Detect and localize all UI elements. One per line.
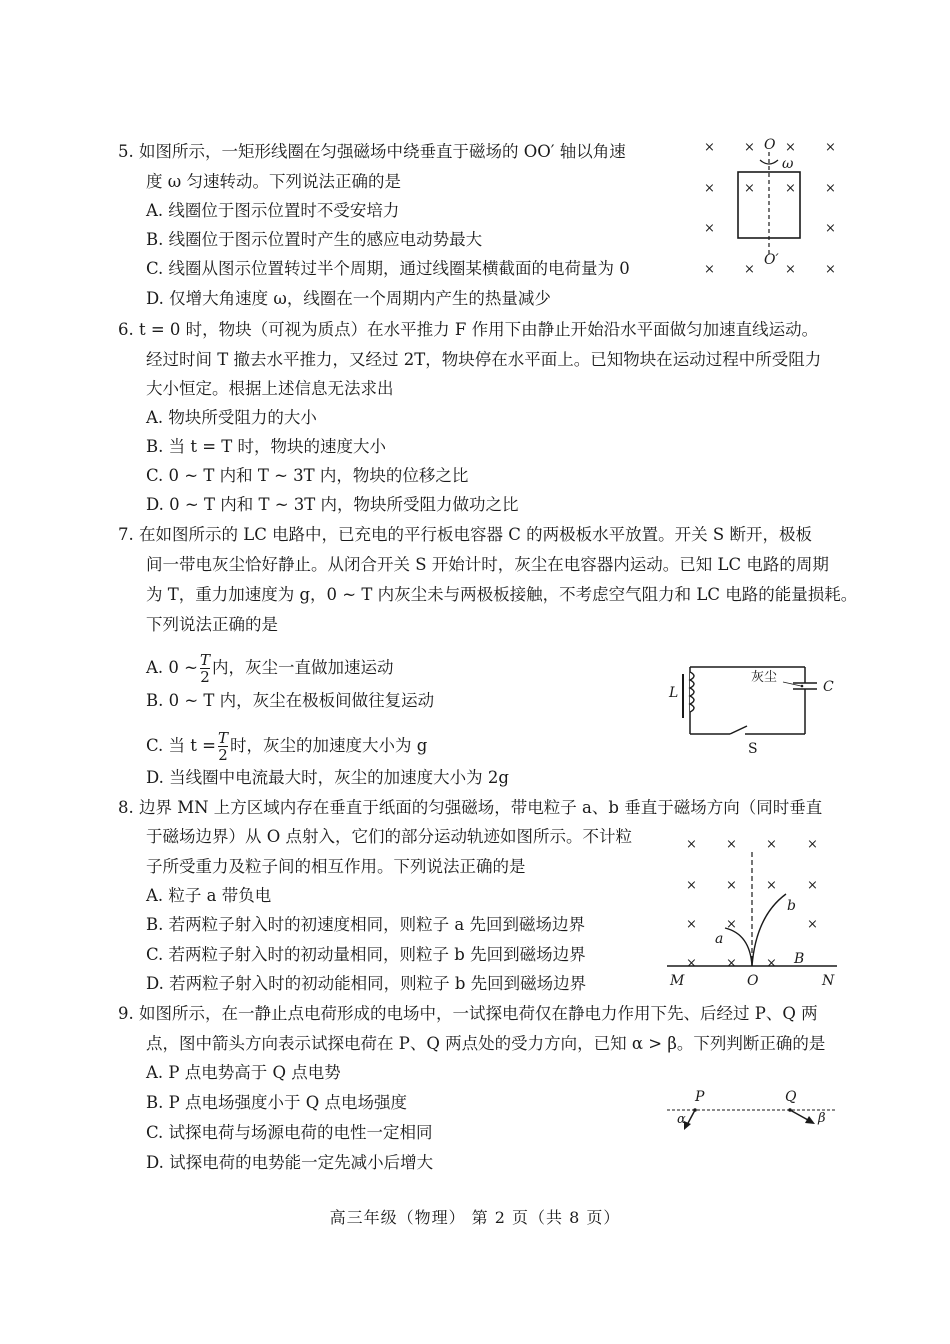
q8-stem-line1: 8. 边界 MN 上方区域内存在垂直于纸面的匀强磁场，带电粒子 a、b 垂直于磁场方向（同时垂直 [118,798,823,817]
q6-option-d: D. 0 ~ T 内和 T ~ 3T 内，物块所受阻力做功之比 [146,495,519,514]
svg-text:×: × [704,140,715,155]
q9-label-p: P [695,1089,705,1105]
q6-stem-line2: 经过时间 T 撤去水平推力，又经过 2T，物块停在水平面上。已知物块在运动过程中所受阻力 [146,350,822,369]
q7-label-c: C [823,679,834,695]
q7-lc-circuit-figure [665,662,850,762]
svg-text:×: × [807,837,818,852]
q9-stem-line2: 点，图中箭头方向表示试探电荷在 P、Q 两点处的受力方向，已知 α > β。下列判断正确的是 [146,1034,826,1053]
svg-text:×: × [807,917,818,932]
page-footer: 高三年级（物理） 第 2 页（共 8 页） [329,1208,621,1227]
q9-force-arrow-q [790,1110,808,1120]
q7-stem-line2: 间一带电灰尘恰好静止。从闭合开关 S 开始计时，灰尘在电容器内运动。已知 LC 电路的周期 [146,555,829,574]
q7-stem-line1: 7. 在如图所示的 LC 电路中，已充电的平行板电容器 C 的两极板水平放置。开关 S 断开，极板 [118,525,812,544]
q6-option-a: A. 物块所受阻力的大小 [146,408,317,427]
q7-option-c [146,730,427,763]
q8-label-m: M [670,973,685,989]
q9-stem-line1: 9. 如图所示，在一静止点电荷形成的电场中，一试探电荷仅在静电力作用下先、后经过 P、Q 两 [118,1004,818,1023]
q8-stem-line3: 子所受重力及粒子间的相互作用。下列说法正确的是 [146,857,526,876]
q9-label-beta: β [818,1111,826,1126]
q9-option-d: D. 试探电荷的电势能一定先减小后增大 [146,1153,434,1172]
q9-force-arrow-p [687,1110,695,1125]
q9-label-alpha: α [677,1112,686,1127]
q7-label-l: L [669,685,679,701]
svg-text:×: × [825,262,836,277]
q5-coil-figure [690,132,850,282]
q5-label-omega: ω [782,156,794,172]
svg-text:×: × [726,878,737,893]
q5-option-b: B. 线圈位于图示位置时产生的感应电动势最大 [146,230,483,249]
q8-stem-line2: 于磁场边界）从 O 点射入，它们的部分运动轨迹如图所示。不计粒 [146,827,633,846]
q7-inductor-coil [690,672,694,712]
q7-option-d: D. 当线圈中电流最大时，灰尘的加速度大小为 2g [146,768,509,787]
q6-option-c: C. 0 ~ T 内和 T ~ 3T 内，物块的位移之比 [146,466,469,485]
svg-text:×: × [726,837,737,852]
q5-label-o: O [764,137,776,153]
q7-stem-line4: 下列说法正确的是 [146,615,278,634]
svg-text:×: × [686,878,697,893]
q7-circuit-wires [690,667,805,734]
q8-label-field-b: B [794,951,805,967]
q7-fraction-t-over-2: $\frac{T}{2}$ [199,651,210,686]
svg-text:×: × [744,181,755,196]
q8-magnetic-boundary-figure [662,830,842,990]
q8-label-a: a [715,931,724,947]
q9-point-p [693,1108,697,1112]
svg-text:×: × [785,262,796,277]
q7-option-c-prefix: C. 当 t = [146,736,216,755]
q9-option-b: B. P 点电场强度小于 Q 点电场强度 [146,1093,407,1112]
svg-text:×: × [766,837,777,852]
q5-option-c: C. 线圈从图示位置转过半个周期，通过线圈某横截面的电荷量为 0 [146,259,630,278]
q8-option-c: C. 若两粒子射入时的初动量相同，则粒子 b 先回到磁场边界 [146,945,586,964]
q5-option-a: A. 线圈位于图示位置时不受安培力 [146,201,400,220]
q6-stem-line1: 6. t = 0 时，物块（可视为质点）在水平推力 F 作用下由静止开始沿水平面做匀加速直线运动。 [118,320,819,339]
svg-text:×: × [766,956,777,971]
q7-fraction-t-over-2: $\frac{T}{2}$ [217,729,228,764]
q9-label-q: Q [785,1089,797,1105]
q7-option-a-suffix: 内，灰尘一直做加速运动 [212,658,394,677]
svg-text:×: × [704,262,715,277]
svg-text:×: × [726,956,737,971]
q5-stem-line2: 度 ω 匀速转动。下列说法正确的是 [146,172,401,191]
q7-option-c-suffix: 时，灰尘的加速度大小为 g [230,736,428,755]
q9-option-a: A. P 点电势高于 Q 点电势 [146,1063,341,1082]
q5-stem-line1: 5. 如图所示，一矩形线圈在匀强磁场中绕垂直于磁场的 OO′ 轴以角速 [118,142,626,161]
svg-text:×: × [825,221,836,236]
svg-text:×: × [785,181,796,196]
svg-text:×: × [686,837,697,852]
svg-text:×: × [825,181,836,196]
q7-option-a [146,652,394,685]
q8-label-b: b [787,898,796,914]
q6-option-b: B. 当 t = T 时，物块的速度大小 [146,437,387,456]
svg-text:×: × [825,140,836,155]
q9-option-c: C. 试探电荷与场源电荷的电性一定相同 [146,1123,433,1142]
svg-text:×: × [785,140,796,155]
q6-stem-line3: 大小恒定。根据上述信息无法求出 [146,379,394,398]
q7-label-dust: 灰尘 [751,670,778,685]
q9-force-direction-figure [665,1085,840,1135]
q5-option-d: D. 仅增大角速度 ω，线圈在一个周期内产生的热量减少 [146,289,551,308]
svg-text:×: × [686,956,697,971]
svg-text:×: × [744,262,755,277]
q7-option-a-prefix: A. 0 ~ [146,658,198,677]
q5-label-o-prime: O′ [764,252,779,268]
svg-text:×: × [807,878,818,893]
q9-point-q [788,1108,792,1112]
svg-text:×: × [766,878,777,893]
q8-option-b: B. 若两粒子射入时的初速度相同，则粒子 a 先回到磁场边界 [146,915,585,934]
q8-label-o: O [747,973,759,989]
q8-option-d: D. 若两粒子射入时的初动能相同，则粒子 b 先回到磁场边界 [146,974,587,993]
q8-label-n: N [822,973,835,989]
svg-text:×: × [704,181,715,196]
svg-text:×: × [704,221,715,236]
svg-text:×: × [686,917,697,932]
q8-option-a: A. 粒子 a 带负电 [146,886,272,905]
q7-stem-line3: 为 T，重力加速度为 g，0 ~ T 内灰尘未与两极板接触，不考虑空气阻力和 LC 电路的能量损耗。 [146,585,858,604]
q7-option-b: B. 0 ~ T 内，灰尘在极板间做往复运动 [146,691,435,710]
svg-text:×: × [726,917,737,932]
q7-label-s: S [748,741,758,757]
q7-dust-particle [801,685,804,688]
svg-text:×: × [744,140,755,155]
